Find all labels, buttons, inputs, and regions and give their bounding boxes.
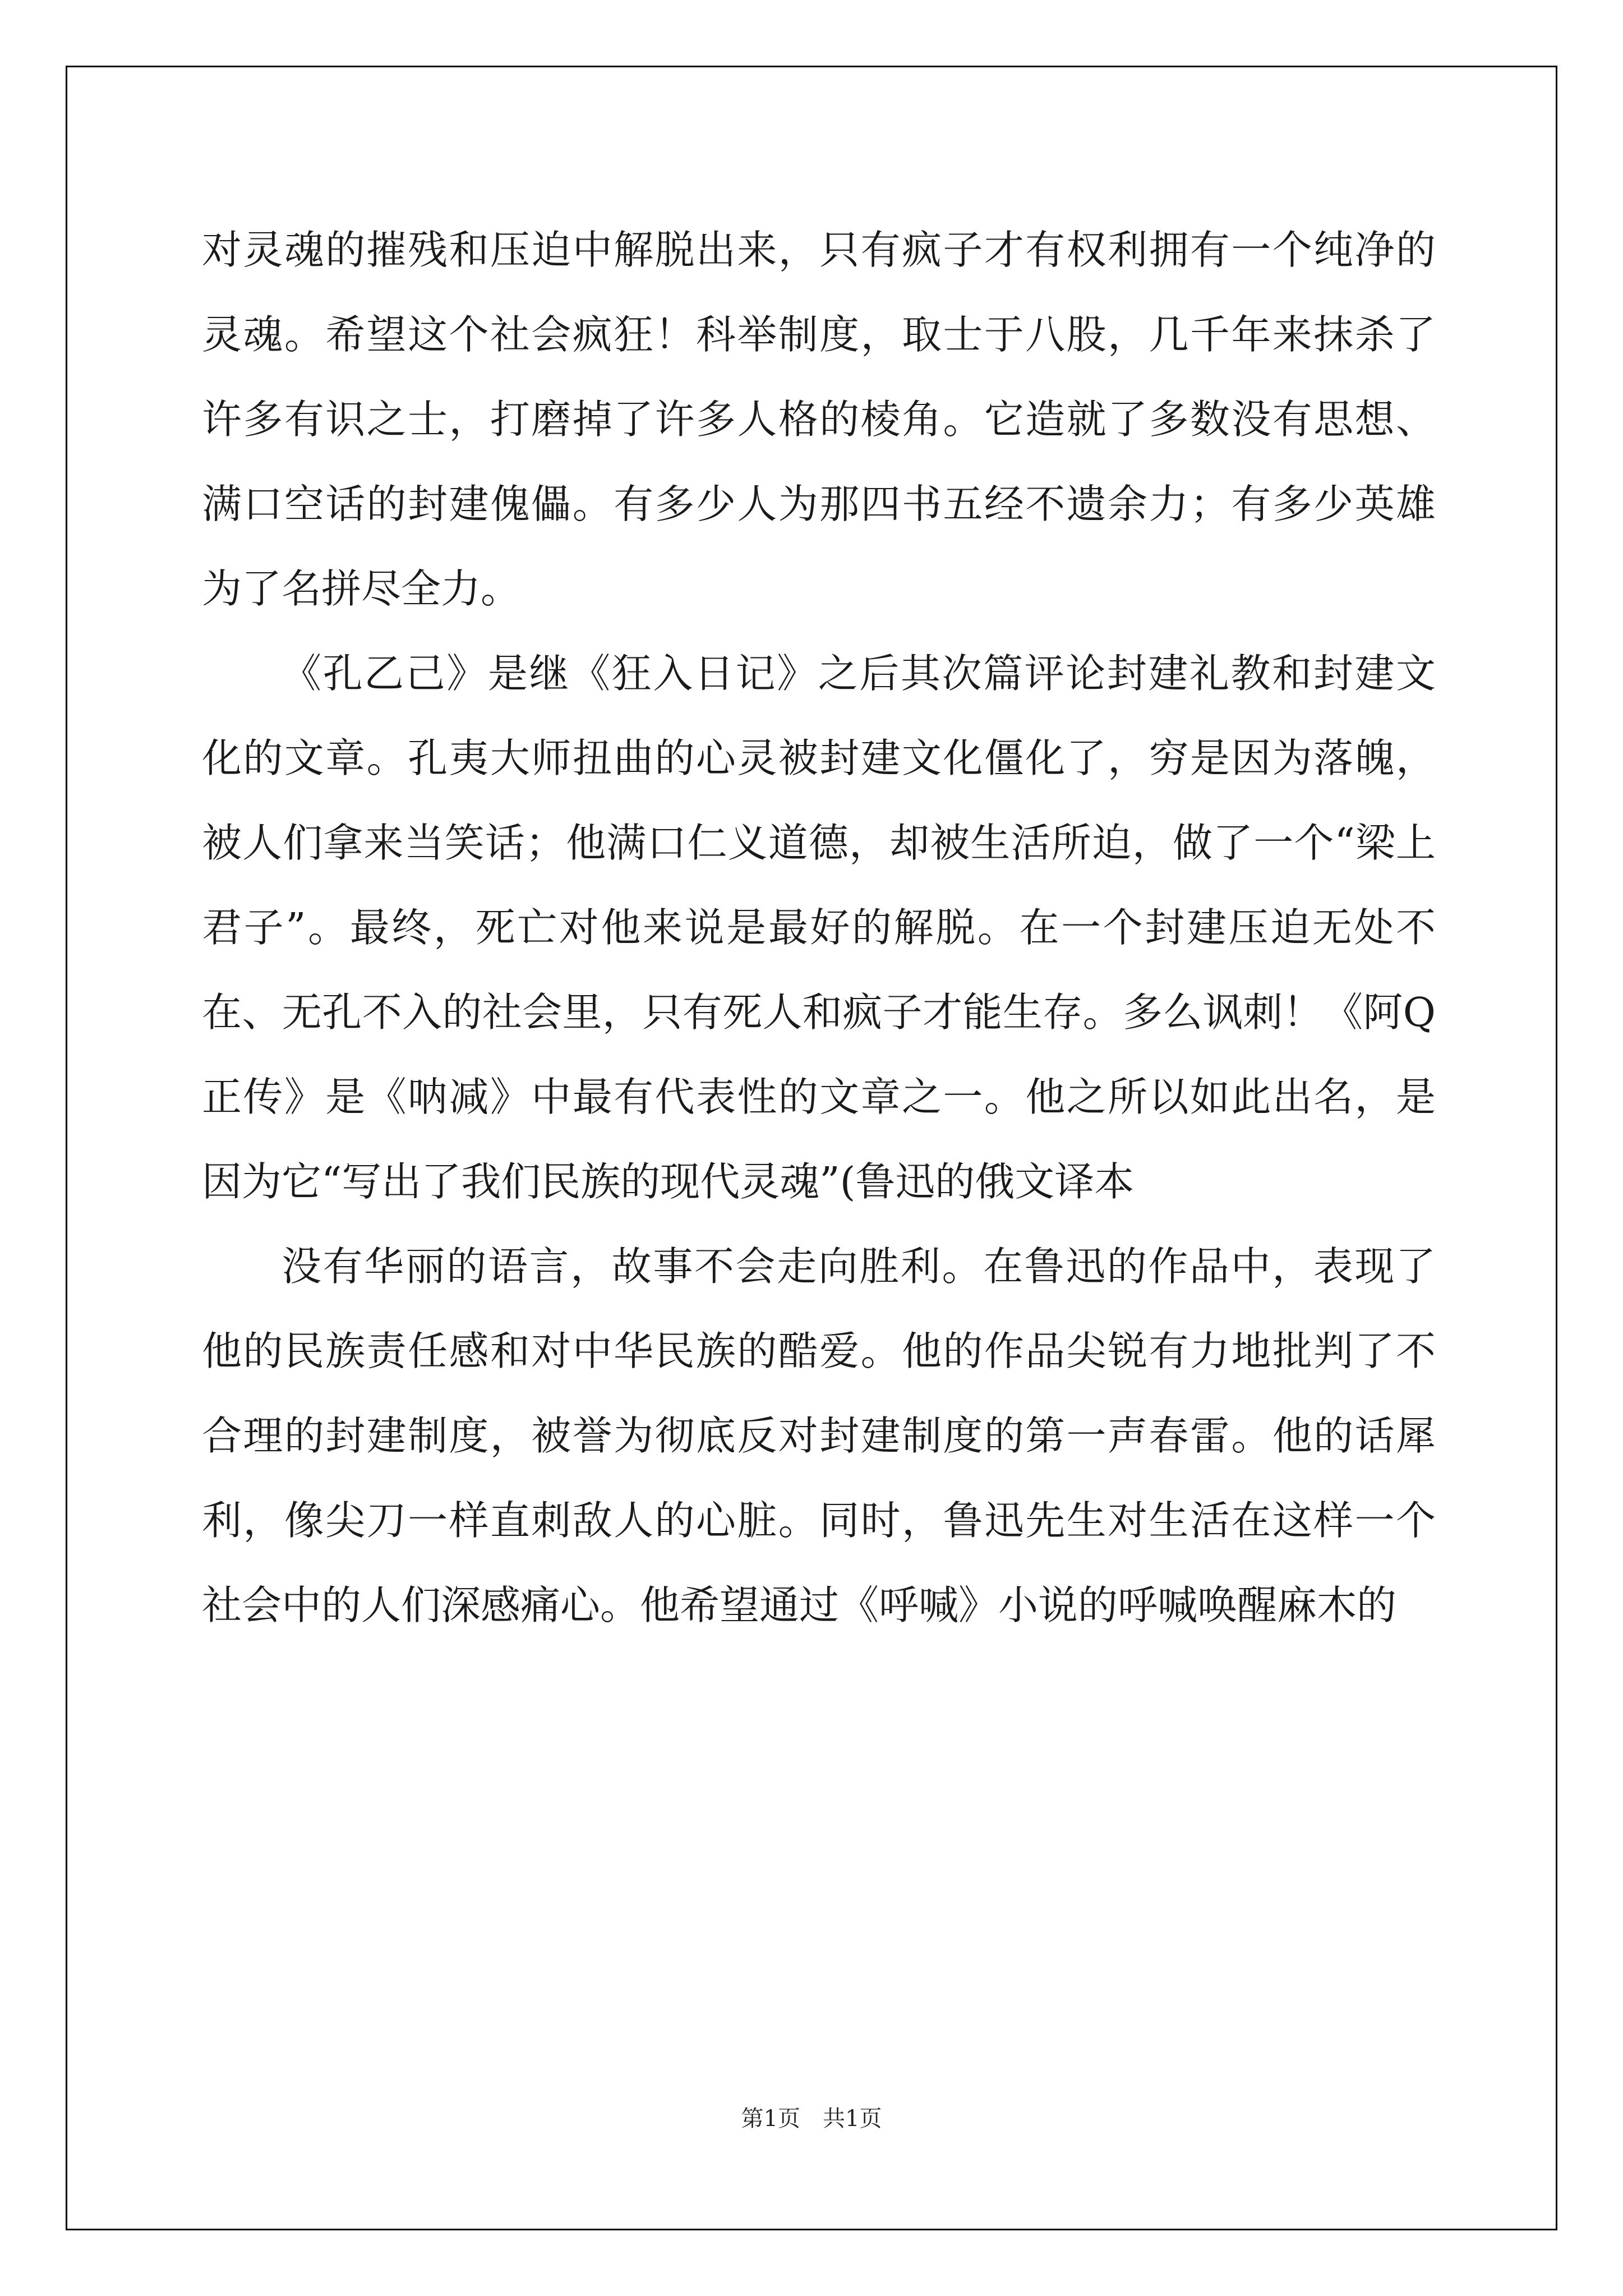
document-body [202, 208, 1436, 1648]
page-footer: 第1页 共1页 [741, 2106, 882, 2132]
paragraph-1: 对灵魂的摧残和压迫中解脱出来，只有疯子才有权利拥有一个纯净的灵魂。希望这个社会疯狂！科举制度，取士于八股，几千年来抹杀了许多有识之士，打磨掉了许多人格的棱角。它造就了多数没有思想、满口空话的封建傀儡。有多少人为那四书五经不遗余力；有多少英雄为了名拼尽全力。 [202, 227, 1436, 612]
paragraph-3: 没有华丽的语言，故事不会走向胜利。在鲁迅的作品中，表现了他的民族责任感和对中华民族的酷爱。他的作品尖锐有力地批判了不合理的封建制度，被誉为彻底反对封建制度的第一声春雷。他的话犀利，像尖刀一样直刺敌人的心脏。同时，鲁迅先生对生活在这样一个社会中的人们深感痛心。他希望通过《呼喊》小说的呼喊唤醒麻木的 [202, 1243, 1436, 1628]
paragraph-2: 《孔乙己》是继《狂入日记》之后其次篇评论封建礼教和封建文化的文章。孔夷大师扭曲的心灵被封建文化僵化了，穷是因为落魄，被人们拿来当笑话；他满口仁义道德，却被生活所迫，做了一个“梁上君子”。最终，死亡对他来说是最好的解脱。在一个封建压迫无处不在、无孔不入的社会里，只有死人和疯子才能生存。多么讽刺！《阿Q正传》是《呐减》中最有代表性的文章之一。他之所以如此出名，是因为它“写出了我们民族的现代灵魂”(鲁迅的俄文译本 [202, 650, 1436, 1205]
